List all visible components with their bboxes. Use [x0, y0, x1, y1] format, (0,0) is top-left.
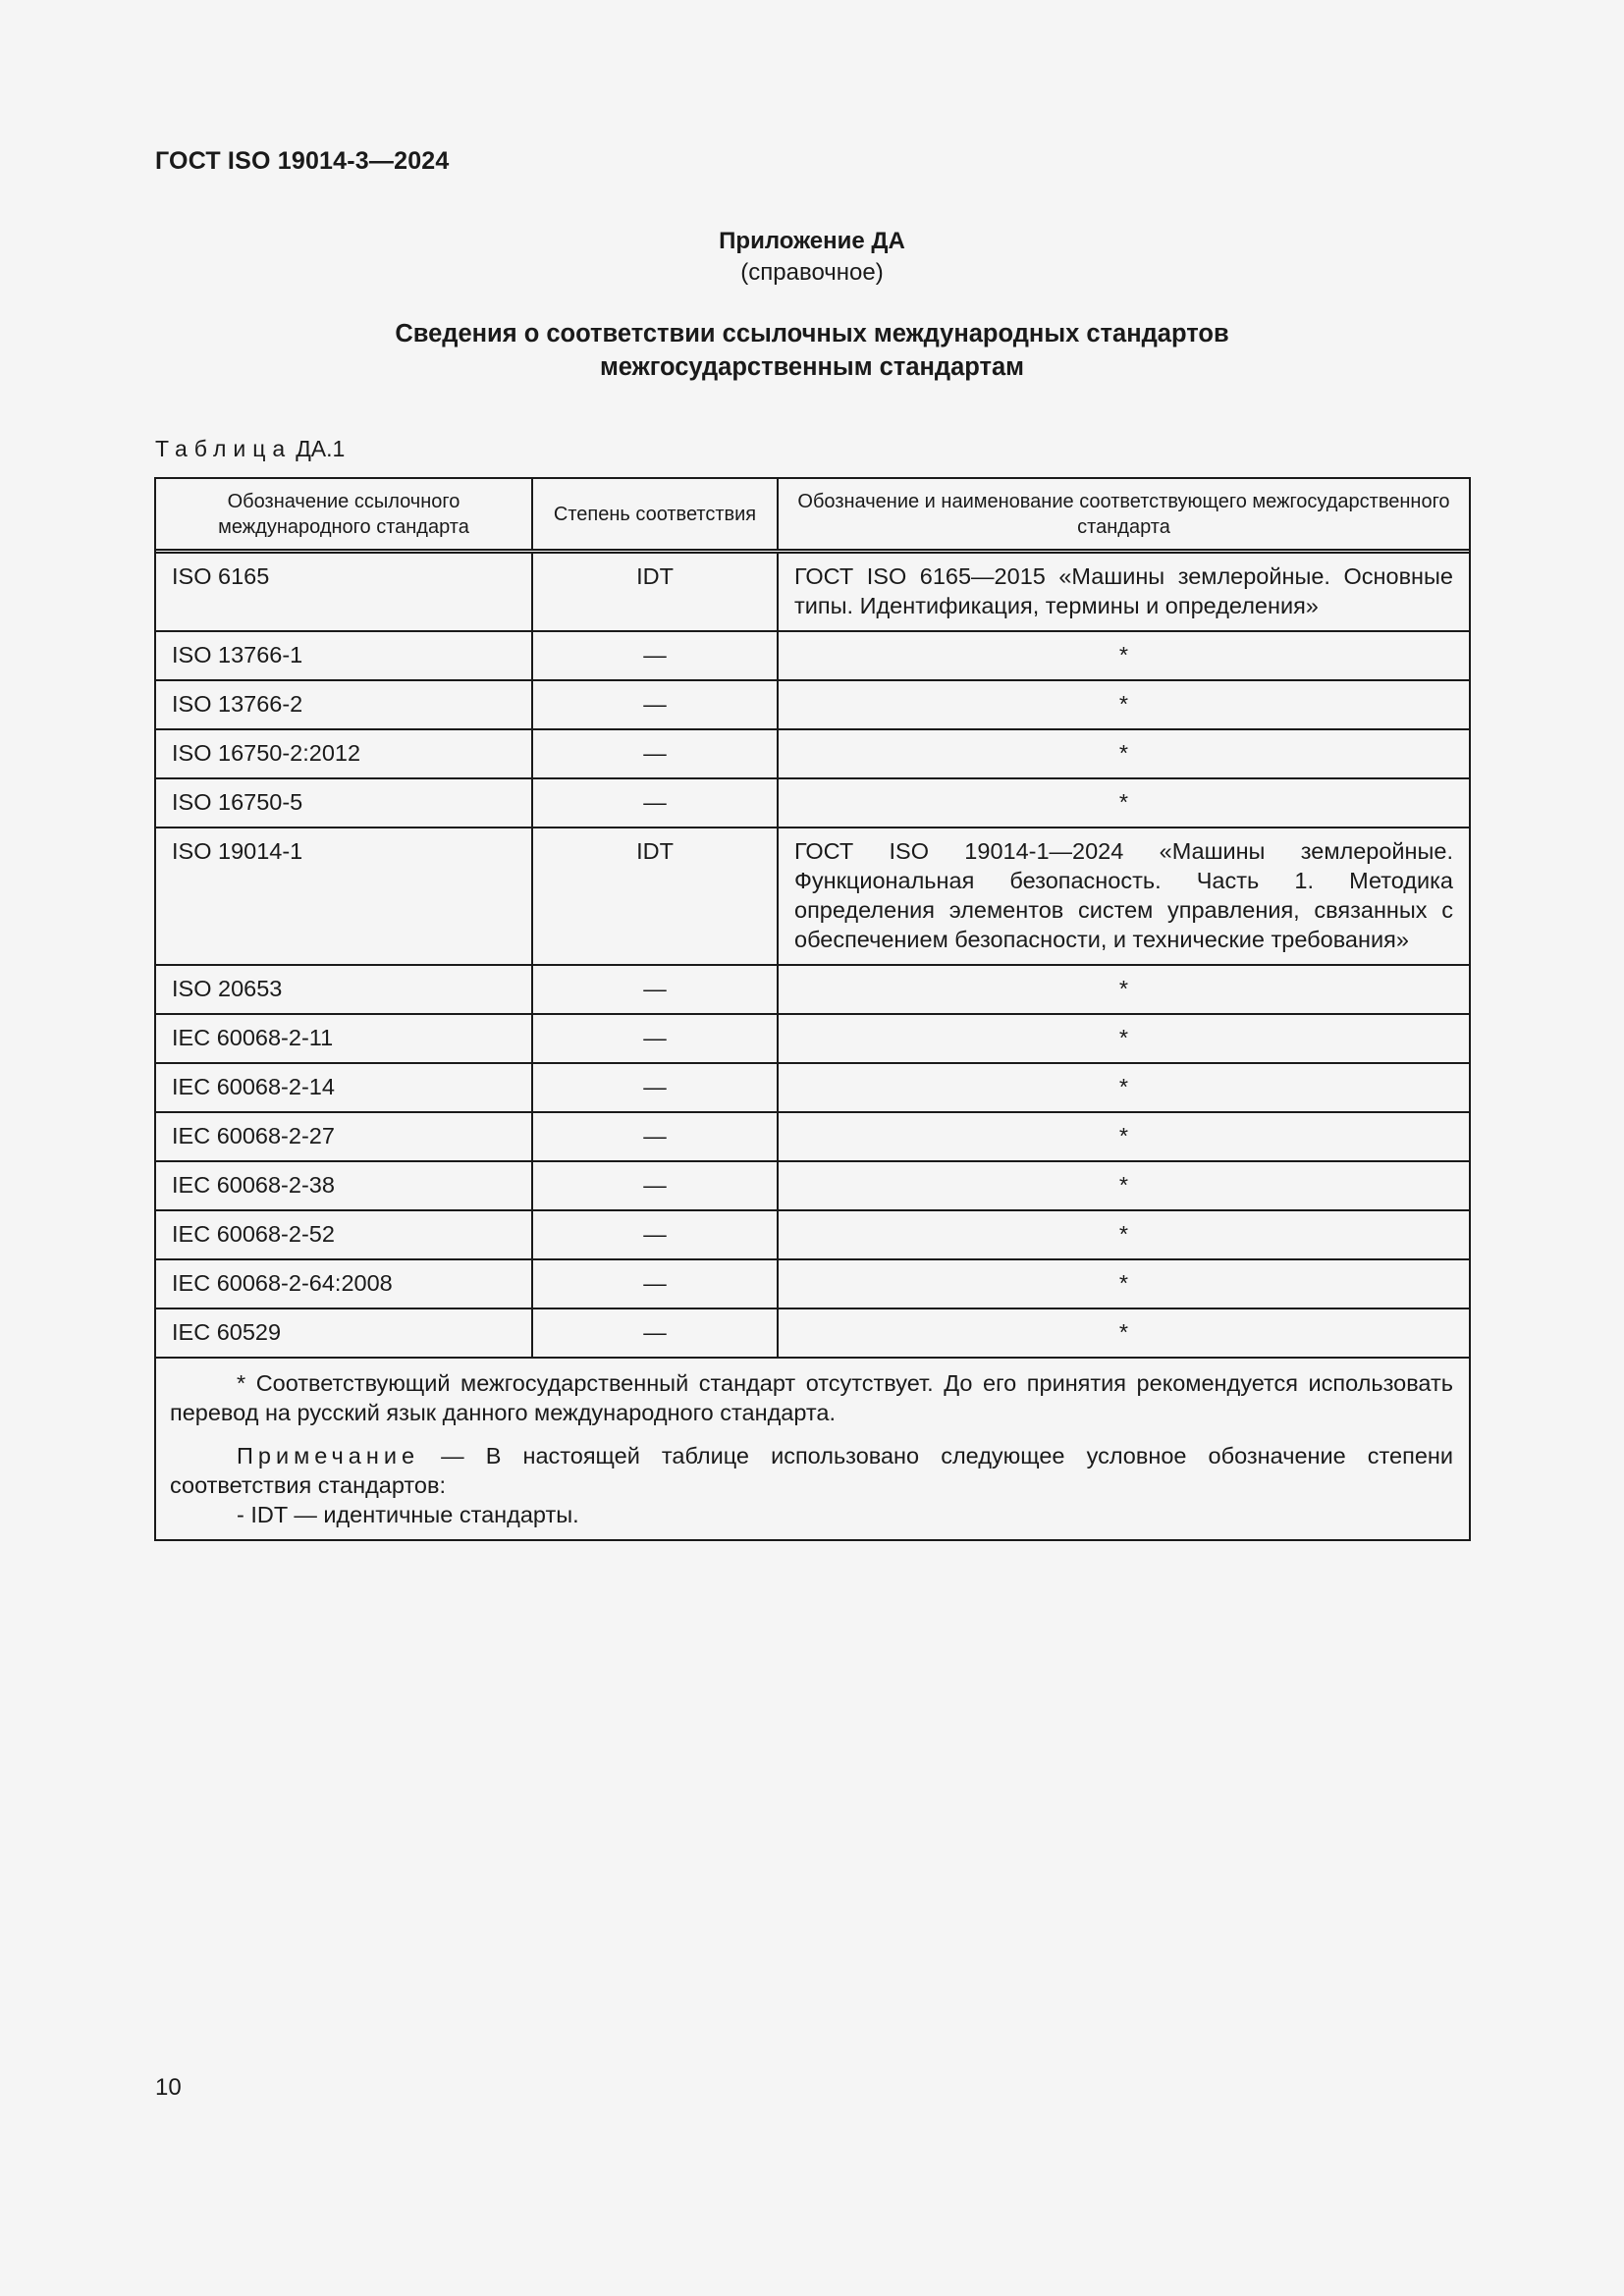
page-number: 10	[155, 2074, 182, 2101]
degree-cell: —	[532, 1161, 778, 1210]
interstate-standard-cell: *	[778, 680, 1469, 729]
annex-heading	[0, 317, 1624, 384]
degree-cell: —	[532, 729, 778, 778]
table-row	[156, 1210, 1469, 1259]
reference-standard-cell: ISO 13766-1	[156, 631, 532, 680]
table-row	[156, 1014, 1469, 1063]
table-caption	[155, 436, 345, 462]
annex-heading-line-2: межгосударственным стандартам	[599, 353, 1025, 381]
annex-title-block	[0, 226, 1624, 289]
reference-standard-cell: ISO 19014-1	[156, 828, 532, 965]
degree-cell: —	[532, 965, 778, 1014]
degree-cell: IDT	[532, 828, 778, 965]
interstate-standard-cell: *	[778, 1308, 1469, 1358]
header-reference-standard: Обозначение ссылочного международного стандарта	[156, 479, 532, 552]
table-row	[156, 680, 1469, 729]
note-text	[170, 1441, 1453, 1500]
table-row	[156, 828, 1469, 965]
reference-standard-cell: IEC 60068-2-27	[156, 1112, 532, 1161]
header-interstate-standard: Обозначение и наименование соответствующего межгосударственного стандарта	[778, 479, 1469, 552]
reference-standard-cell: IEC 60068-2-64:2008	[156, 1259, 532, 1308]
reference-standard-cell: IEC 60068-2-38	[156, 1161, 532, 1210]
degree-cell: —	[532, 778, 778, 828]
annex-heading-line-1: Сведения о соответствии ссылочных международных стандартов	[395, 320, 1229, 347]
table-caption-number: ДА.1	[296, 436, 346, 461]
reference-standard-cell: IEC 60068-2-11	[156, 1014, 532, 1063]
degree-cell: —	[532, 1308, 778, 1358]
interstate-standard-cell: *	[778, 965, 1469, 1014]
annex-title: Приложение ДА	[719, 228, 905, 254]
note-label: Примечание	[237, 1443, 420, 1468]
annex-subtitle: (справочное)	[740, 259, 884, 286]
reference-standard-cell: ISO 13766-2	[156, 680, 532, 729]
reference-standard-cell: ISO 16750-2:2012	[156, 729, 532, 778]
interstate-standard-cell: *	[778, 1259, 1469, 1308]
interstate-standard-cell: *	[778, 1063, 1469, 1112]
reference-standard-cell: IEC 60529	[156, 1308, 532, 1358]
table-footnote-row	[156, 1358, 1469, 1539]
table-row	[156, 778, 1469, 828]
table-row	[156, 1308, 1469, 1358]
reference-standard-cell: IEC 60068-2-52	[156, 1210, 532, 1259]
degree-cell: —	[532, 1063, 778, 1112]
table-row	[156, 552, 1469, 632]
interstate-standard-cell: *	[778, 778, 1469, 828]
correspondence-table	[154, 477, 1471, 1541]
interstate-standard-cell: *	[778, 1112, 1469, 1161]
header-degree: Степень соответствия	[532, 479, 778, 552]
degree-cell: —	[532, 1259, 778, 1308]
note-body: — В настоящей таблице использовано следующее условное обозначение степени соответствия стандартов:	[170, 1443, 1453, 1498]
reference-standard-cell: ISO 16750-5	[156, 778, 532, 828]
note-list-item: - IDT — идентичные стандарты.	[237, 1502, 579, 1527]
table-caption-label: Таблица	[155, 436, 293, 461]
degree-cell: —	[532, 1112, 778, 1161]
table-row	[156, 1112, 1469, 1161]
table-row	[156, 965, 1469, 1014]
table-body	[156, 552, 1469, 1359]
interstate-standard-cell: *	[778, 1161, 1469, 1210]
reference-standard-cell: ISO 20653	[156, 965, 532, 1014]
degree-cell: IDT	[532, 552, 778, 632]
degree-cell: —	[532, 1210, 778, 1259]
table-row	[156, 631, 1469, 680]
degree-cell: —	[532, 1014, 778, 1063]
interstate-standard-cell: *	[778, 1014, 1469, 1063]
footnote-cell	[156, 1358, 1469, 1539]
interstate-standard-cell: *	[778, 631, 1469, 680]
interstate-standard-cell: ГОСТ ISO 6165—2015 «Машины землеройные. Основные типы. Идентификация, термины и определения»	[778, 552, 1469, 632]
table-header-row	[156, 479, 1469, 552]
table-row	[156, 1259, 1469, 1308]
interstate-standard-cell: *	[778, 729, 1469, 778]
degree-cell: —	[532, 680, 778, 729]
footnote-text: * Соответствующий межгосударственный стандарт отсутствует. До его принятия рекомендуется использовать перевод на русский язык данного международного стандарта.	[170, 1370, 1453, 1425]
document-designation: ГОСТ ISO 19014-3—2024	[155, 147, 450, 175]
table-row	[156, 1161, 1469, 1210]
interstate-standard-cell: ГОСТ ISO 19014-1—2024 «Машины землеройные. Функциональная безопасность. Часть 1. Методика определения элементов систем управления, связанных с обеспечением безопасности, и технические требования»	[778, 828, 1469, 965]
interstate-standard-cell: *	[778, 1210, 1469, 1259]
degree-cell: —	[532, 631, 778, 680]
table-row	[156, 729, 1469, 778]
reference-standard-cell: IEC 60068-2-14	[156, 1063, 532, 1112]
table-row	[156, 1063, 1469, 1112]
reference-standard-cell: ISO 6165	[156, 552, 532, 632]
